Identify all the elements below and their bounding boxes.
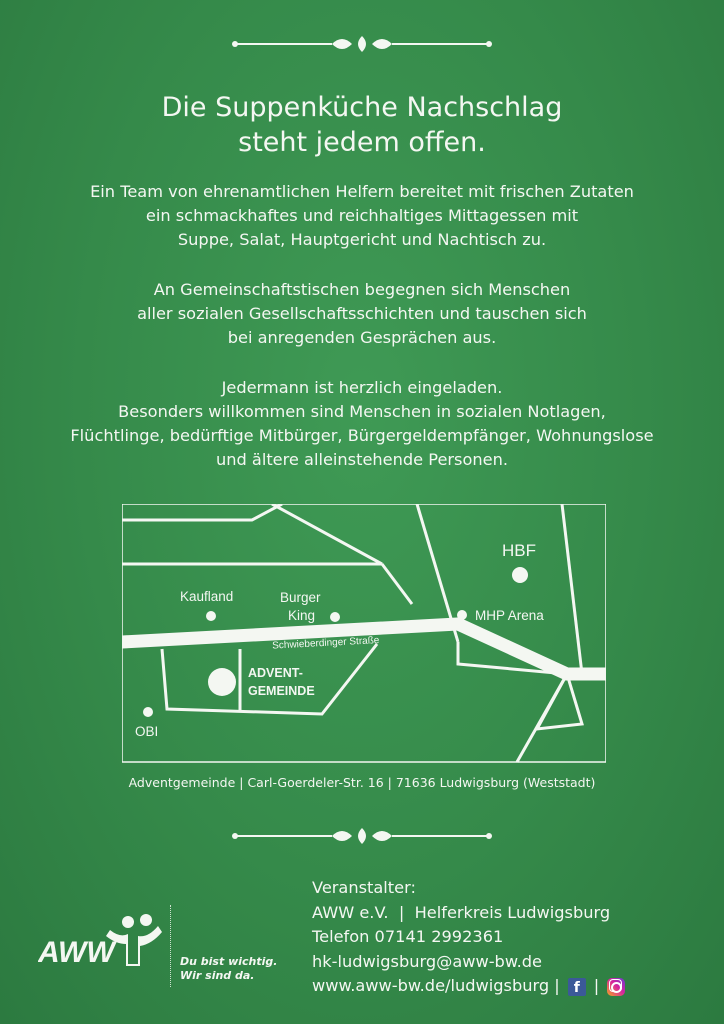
community-paragraph [0, 278, 724, 350]
mhp-arena-label: MHP Arena [475, 608, 544, 623]
facebook-icon[interactable]: f [568, 978, 586, 996]
headline-line-1: Die Suppenküche Nachschlag [161, 92, 563, 123]
intro-paragraph [0, 180, 724, 252]
invitation-line: Jedermann ist herzlich eingeladen. [221, 378, 503, 397]
headline [0, 90, 724, 160]
logo-divider [170, 905, 171, 987]
slogan-line-2: Wir sind da. [180, 969, 255, 982]
community-line: An Gemeinschaftstischen begegnen sich Menschen [153, 280, 571, 299]
hbf-label: HBF [502, 541, 536, 560]
intro-line: Suppe, Salat, Hauptgericht und Nachtisch zu. [177, 230, 547, 249]
website-row [312, 974, 625, 999]
invitation-line: und ältere alleinstehende Personen. [215, 450, 509, 469]
street-diagonal [122, 504, 382, 564]
organization: AWW e.V. | Helferkreis Ludwigsburg [312, 902, 611, 922]
street-label: Schwieberdinger Straße [271, 635, 380, 652]
contact-block [312, 876, 625, 999]
aww-logo-text: AWW [38, 936, 115, 969]
top-ornament [232, 34, 492, 54]
slogan [180, 955, 277, 983]
website-link[interactable]: www.aww-bw.de/ludwigsburg [312, 976, 550, 995]
kaufland-label: Kaufland [180, 589, 234, 604]
street-connector [382, 564, 412, 604]
hbf-marker [512, 567, 528, 583]
separator: | [593, 976, 600, 996]
location-map [122, 504, 606, 764]
street-triangle [537, 674, 582, 729]
slogan-line-1: Du bist wichtig. [180, 955, 278, 968]
intro-line: Ein Team von ehrenamtlichen Helfern bereitet mit frischen Zutaten [90, 182, 634, 201]
organizer-label: Veranstalter: [312, 878, 416, 897]
street-north [122, 504, 282, 520]
advent-label-2: GEMEINDE [248, 684, 315, 698]
invitation-line: Besonders willkommen sind Menschen in sozialen Notlagen, [118, 402, 606, 421]
obi-marker [143, 707, 153, 717]
mhp-arena-marker [457, 610, 467, 620]
kaufland-marker [206, 611, 216, 621]
invitation-paragraph [0, 376, 724, 472]
phone: Telefon 07141 2992361 [312, 927, 504, 946]
headline-line-2: steht jedem offen. [238, 127, 486, 158]
email-link[interactable]: hk-ludwigsburg@aww-bw.de [312, 951, 542, 971]
separator: | [554, 976, 560, 996]
street-east-2 [562, 504, 582, 674]
advent-label-1: ADVENT- [248, 666, 303, 680]
burger-king-label-2: King [288, 608, 316, 623]
main-road [122, 624, 606, 674]
address: Adventgemeinde | Carl-Goerdeler-Str. 16 | 71636 Ludwigsburg (Weststadt) [128, 775, 596, 790]
instagram-icon[interactable] [607, 978, 625, 996]
bottom-ornament [232, 826, 492, 846]
burger-king-marker [330, 612, 340, 622]
community-line: bei anregenden Gesprächen aus. [227, 328, 497, 347]
obi-label: OBI [135, 724, 159, 739]
burger-king-label-1: Burger [280, 590, 321, 605]
advent-marker [208, 668, 236, 696]
aww-logo [38, 912, 166, 972]
community-line: aller sozialen Gesellschaftsschichten und tauschen sich [137, 304, 587, 323]
invitation-line: Flüchtlinge, bedürftige Mitbürger, Bürgergeldempfänger, Wohnungslose [70, 426, 654, 445]
intro-line: ein schmackhaftes und reichhaltiges Mittagessen mit [145, 206, 579, 225]
